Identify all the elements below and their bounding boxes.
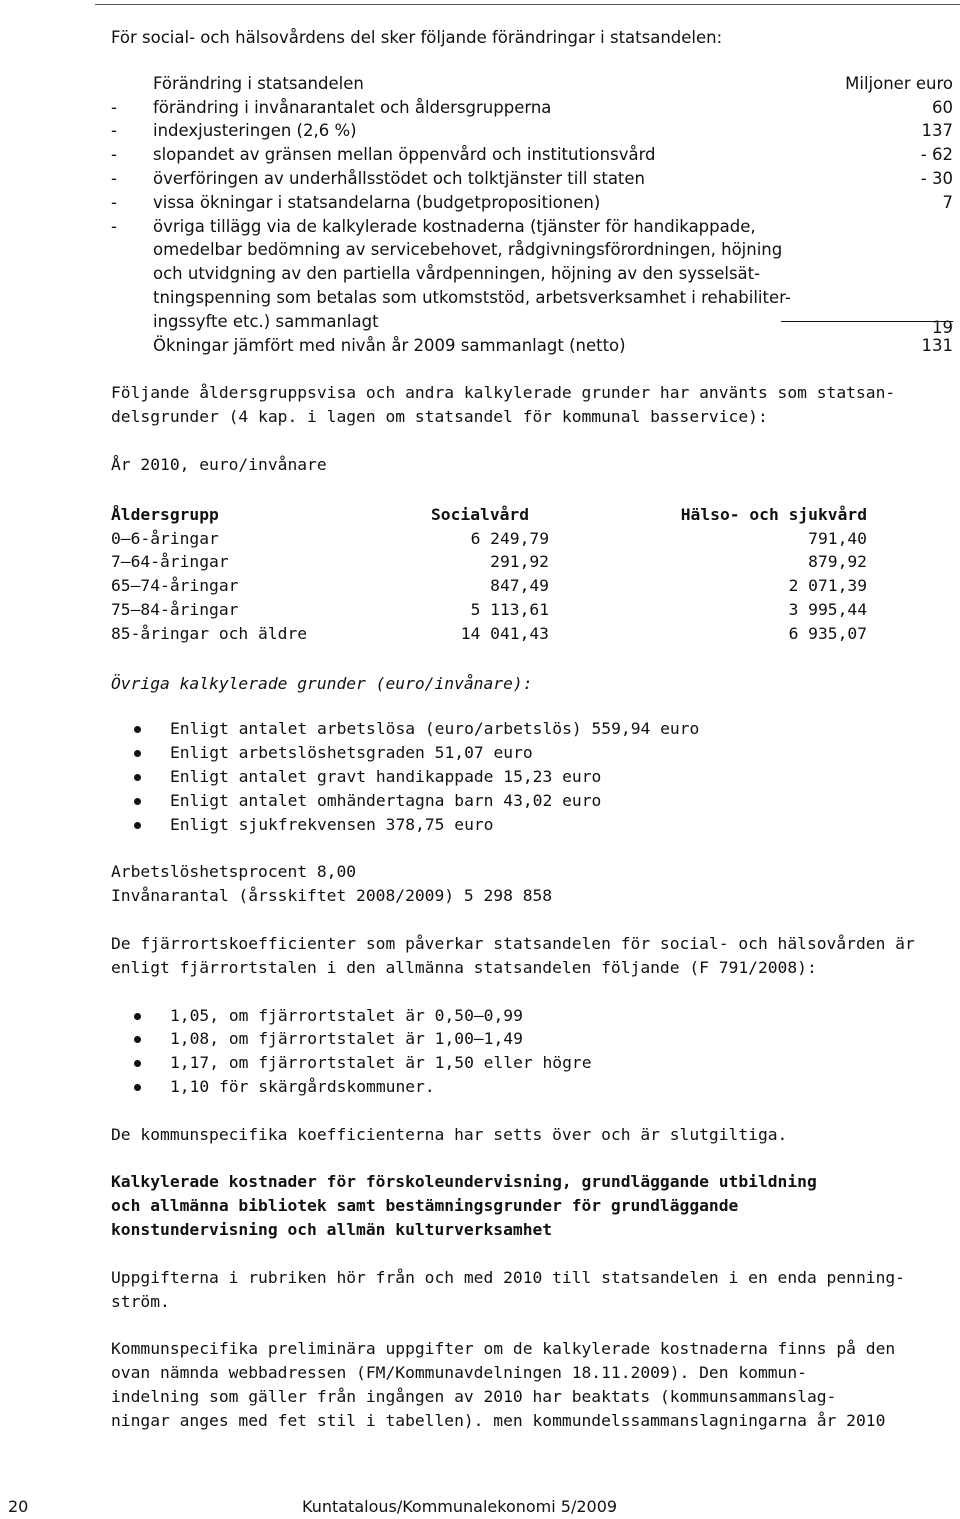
other-grounds-list bbox=[111, 717, 953, 836]
year-label: År 2010, euro/invånare bbox=[111, 454, 327, 474]
age-group-cell: 65—74-åringar bbox=[111, 576, 239, 596]
section-heading-line: Kalkylerade kostnader för förskoleundervisning, grundläggande utbildning bbox=[111, 1172, 817, 1192]
changes-row-dash: - bbox=[111, 97, 117, 117]
section-heading-line: och allmänna bibliotek samt bestämningsgrunder för grundläggande bbox=[111, 1196, 739, 1216]
changes-table bbox=[111, 72, 953, 358]
preliminary-data-paragraph bbox=[111, 1337, 953, 1432]
intro-text: För social- och hälsovårdens del sker följande förändringar i statsandelen: bbox=[111, 28, 723, 47]
paragraph-line: indelning som gäller från ingången av 2010 har beaktats (kommunsammanslag- bbox=[111, 1387, 837, 1407]
bullet-icon bbox=[134, 822, 141, 829]
social-care-cell: 14 041,43 bbox=[460, 623, 549, 643]
list-item bbox=[111, 717, 953, 741]
age-header-health: Hälso- och sjukvård bbox=[680, 504, 867, 524]
changes-header-unit: Miljoner euro bbox=[845, 73, 953, 93]
table-row bbox=[111, 550, 871, 574]
remote-intro-line: enligt fjärrortstalen i den allmänna statsandelen följande (F 791/2008): bbox=[111, 957, 817, 977]
changes-total-row bbox=[111, 334, 953, 358]
changes-row-dash: - bbox=[111, 216, 117, 236]
changes-header-label: Förändring i statsandelen bbox=[153, 73, 364, 93]
other-grounds-title: Övriga kalkylerade grunder (euro/invånare): bbox=[111, 673, 533, 693]
document-page bbox=[111, 26, 953, 1433]
remote-intro-line: De fjärrortskoefficienter som påverkar statsandelen för social- och hälsovården är bbox=[111, 933, 915, 953]
changes-row-value: - 30 bbox=[920, 168, 953, 188]
changes-row-value: 7 bbox=[942, 192, 953, 212]
footer-publication: Kuntatalous/Kommunalekonomi 5/2009 bbox=[302, 1497, 618, 1516]
list-item bbox=[111, 813, 953, 837]
social-care-cell: 847,49 bbox=[490, 576, 549, 596]
changes-row-value: 19 bbox=[781, 321, 953, 335]
list-item-text: Enligt arbetslöshetsgraden 51,07 euro bbox=[170, 743, 533, 763]
table-row bbox=[111, 622, 871, 646]
footer-page-number: 20 bbox=[8, 1497, 29, 1516]
list-item-text: 1,08, om fjärrortstalet är 1,00—1,49 bbox=[170, 1029, 523, 1049]
list-item bbox=[111, 1027, 953, 1051]
paragraph-line: ström. bbox=[111, 1291, 170, 1311]
social-care-cell: 291,92 bbox=[490, 552, 549, 572]
changes-row-value: 137 bbox=[921, 121, 953, 141]
changes-row-dash: - bbox=[111, 192, 117, 212]
social-care-cell: 5 113,61 bbox=[470, 599, 549, 619]
bullet-icon bbox=[134, 1036, 141, 1043]
municipal-note: De kommunspecifika koefficienterna har setts över och är slutgiltiga. bbox=[111, 1124, 788, 1144]
changes-row bbox=[111, 167, 953, 191]
changes-row-other bbox=[111, 215, 953, 337]
age-header-group: Åldersgrupp bbox=[111, 504, 219, 524]
changes-row-dash: - bbox=[111, 121, 117, 141]
list-item bbox=[111, 1051, 953, 1075]
changes-total-label: Ökningar jämfört med nivån år 2009 sammanlagt (netto) bbox=[153, 335, 626, 355]
age-table-body bbox=[111, 527, 871, 646]
health-care-cell: 3 995,44 bbox=[788, 599, 867, 619]
social-care-cell: 6 249,79 bbox=[470, 528, 549, 548]
changes-other-line: omedelbar bedömning av servicebehovet, rådgivningsförordningen, höjning bbox=[153, 240, 783, 260]
table-row bbox=[111, 574, 871, 598]
population-count: Invånarantal (årsskiftet 2008/2009) 5 298 858 bbox=[111, 886, 553, 906]
health-care-cell: 2 071,39 bbox=[788, 576, 867, 596]
age-table bbox=[111, 503, 871, 646]
list-item bbox=[111, 1075, 953, 1099]
grounds-intro bbox=[111, 381, 953, 429]
changes-other-line: tningspenning som betalas som utkomststöd, arbetsverksamhet i rehabiliter- bbox=[153, 287, 791, 307]
unemployment-rate: Arbetslöshetsprocent 8,00 bbox=[111, 862, 357, 882]
health-care-cell: 6 935,07 bbox=[788, 623, 867, 643]
remote-coefficients-list bbox=[111, 1004, 953, 1099]
list-item-text: Enligt antalet gravt handikappade 15,23 euro bbox=[170, 766, 602, 786]
changes-row bbox=[111, 119, 953, 143]
changes-row-dash: - bbox=[111, 168, 117, 188]
age-group-cell: 7—64-åringar bbox=[111, 552, 229, 572]
changes-row-text: vissa ökningar i statsandelarna (budgetpropositionen) bbox=[153, 192, 601, 212]
bullet-icon bbox=[134, 774, 141, 781]
bullet-icon bbox=[134, 726, 141, 733]
changes-total-value: 131 bbox=[921, 335, 953, 355]
changes-row-text: indexjusteringen (2,6 %) bbox=[153, 121, 357, 141]
list-item-text: 1,17, om fjärrortstalet är 1,50 eller högre bbox=[170, 1053, 592, 1073]
changes-row-text: slopandet av gränsen mellan öppenvård och institutionsvård bbox=[153, 145, 656, 165]
grounds-intro-line: delsgrunder (4 kap. i lagen om statsandel för kommunal basservice): bbox=[111, 407, 768, 427]
list-item-text: 1,05, om fjärrortstalet är 0,50—0,99 bbox=[170, 1005, 523, 1025]
health-care-cell: 879,92 bbox=[808, 552, 867, 572]
age-table-header bbox=[111, 503, 871, 527]
section-heading-line: konstundervisning och allmän kulturverksamhet bbox=[111, 1220, 553, 1240]
changes-row-text bbox=[153, 215, 893, 334]
age-header-social: Socialvård bbox=[431, 504, 530, 524]
changes-row bbox=[111, 96, 953, 120]
list-item bbox=[111, 789, 953, 813]
changes-other-line: övriga tillägg via de kalkylerade kostnaderna (tjänster för handikappade, bbox=[153, 216, 756, 236]
remote-intro bbox=[111, 932, 953, 980]
health-care-cell: 791,40 bbox=[808, 528, 867, 548]
changes-row-text: överföringen av underhållsstödet och tolktjänster till staten bbox=[153, 168, 646, 188]
grounds-intro-line: Följande åldersgruppsvisa och andra kalkylerade grunder har använts som statsan- bbox=[111, 383, 896, 403]
changes-row bbox=[111, 191, 953, 215]
changes-items bbox=[111, 96, 953, 215]
list-item-text: Enligt sjukfrekvensen 378,75 euro bbox=[170, 814, 494, 834]
paragraph-line: Uppgifterna i rubriken hör från och med 2010 till statsandelen i en enda penning- bbox=[111, 1267, 905, 1287]
paragraph-line: Kommunspecifika preliminära uppgifter om de kalkylerade kostnaderna finns på den bbox=[111, 1339, 896, 1359]
changes-row-value: 60 bbox=[932, 97, 953, 117]
table-row bbox=[111, 598, 871, 622]
list-item bbox=[111, 1004, 953, 1028]
bullet-icon bbox=[134, 750, 141, 757]
changes-other-line: ingssyfte etc.) sammanlagt bbox=[153, 311, 379, 331]
changes-header-row bbox=[111, 72, 953, 96]
changes-row bbox=[111, 143, 953, 167]
list-item-text: Enligt antalet arbetslösa (euro/arbetslös) 559,94 euro bbox=[170, 719, 700, 739]
section-heading bbox=[111, 1170, 953, 1241]
changes-row-text: förändring i invånarantalet och åldersgrupperna bbox=[153, 97, 552, 117]
table-row bbox=[111, 527, 871, 551]
bullet-icon bbox=[134, 1060, 141, 1067]
age-group-cell: 0—6-åringar bbox=[111, 528, 219, 548]
paragraph-line: ningar anges med fet stil i tabellen). men kommundelssammanslagningarna år 2010 bbox=[111, 1410, 886, 1430]
unified-funding-paragraph bbox=[111, 1266, 953, 1314]
changes-row-dash: - bbox=[111, 145, 117, 165]
list-item-text: 1,10 för skärgårdskommuner. bbox=[170, 1076, 435, 1096]
list-item bbox=[111, 765, 953, 789]
bullet-icon bbox=[134, 798, 141, 805]
age-group-cell: 75—84-åringar bbox=[111, 599, 239, 619]
bullet-icon bbox=[134, 1013, 141, 1020]
changes-row-value: - 62 bbox=[920, 145, 953, 165]
paragraph-line: ovan nämnda webbadressen (FM/Kommunavdelningen 18.11.2009). Den kommun- bbox=[111, 1363, 807, 1383]
list-item bbox=[111, 741, 953, 765]
changes-other-line: och utvidgning av den partiella vårdpenningen, höjning av den sysselsät- bbox=[153, 264, 761, 284]
header-rule bbox=[95, 4, 960, 5]
bullet-icon bbox=[134, 1084, 141, 1091]
age-group-cell: 85-åringar och äldre bbox=[111, 623, 308, 643]
list-item-text: Enligt antalet omhändertagna barn 43,02 euro bbox=[170, 790, 602, 810]
changes-row-value-wrap bbox=[893, 310, 953, 337]
